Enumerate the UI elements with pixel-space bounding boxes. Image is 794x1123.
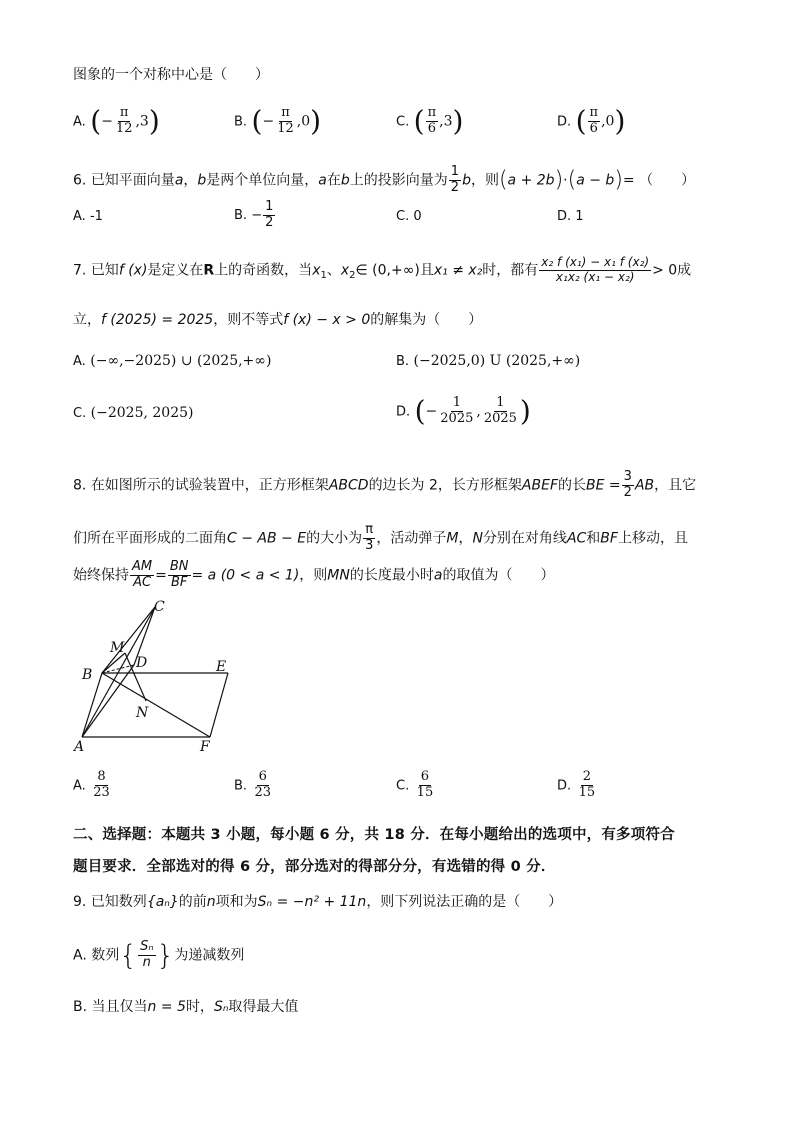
label-b: B [82, 667, 93, 683]
q5-option-a[interactable]: A. (− $\frac{\pi}{12}$ ,3) [73, 104, 160, 138]
q7-stem-line2: 立，f (2025) = 2025，则不等式f (x) − x > 0的解集为（ ） [73, 312, 483, 328]
q6-option-a[interactable]: A. -1 [73, 209, 103, 224]
q5-option-d[interactable]: D. ( $\frac{\pi}{6}$ ,0) [557, 104, 626, 138]
q8-option-c[interactable]: C. $\frac{6}{15}$ [396, 769, 434, 800]
q7-option-a[interactable]: A. (−∞,−2025) ∪ (2025,+∞) [73, 353, 272, 369]
q8-option-d[interactable]: D. $\frac{2}{15}$ [557, 769, 596, 800]
edge-ef [210, 673, 228, 737]
label-c: C [154, 599, 165, 615]
q7-option-b[interactable]: B. (−2025,0) U (2025,+∞) [396, 353, 581, 369]
diagonal-bf [102, 673, 210, 737]
q8-option-b[interactable]: B. $\frac{6}{23}$ [234, 769, 272, 800]
section2-line2: 题目要求．全部选对的得 6 分，部分选对的得部分分，有选错的得 0 分． [73, 859, 556, 875]
q6-option-d[interactable]: D. 1 [557, 209, 584, 224]
label-d: D [136, 655, 148, 671]
label-e: E [216, 659, 227, 675]
section2-line1: 二、选择题：本题共 3 小题，每小题 6 分，共 18 分．在每小题给出的选项中，有多项符合 [73, 827, 675, 843]
q9-option-a[interactable]: A. 数列{ $\frac{\text{Sₙ}}{n}$ }为递减数列 [73, 938, 245, 972]
q9-stem: 9. 已知数列{aₙ}的前n项和为Sₙ = −n² + 11n，则下列说法正确的是（ ） [73, 894, 563, 910]
label-f: F [200, 739, 210, 755]
q8-stem-line2: 们所在平面形成的二面角C − AB − E的大小为 $\frac{\pi}{3}$ ，活动弹子M，N分别在对角线AC和BF上移动，且 [73, 522, 688, 553]
label-n: N [136, 705, 149, 721]
q8-geometry-figure [70, 595, 250, 755]
q6-option-b[interactable]: B. − $\frac{1}{2}$ [234, 199, 274, 230]
label-a: A [74, 739, 85, 755]
q8-stem-line3: 始终保持 $\frac{AM}{AC}$ = $\frac{BN}{BF}$ = a (0 < a < 1)，则MN的长度最小时a的取值为（ ） [73, 559, 555, 590]
q9-option-b[interactable]: B. 当且仅当n = 5时，Sₙ取得最大值 [73, 999, 299, 1015]
q6-option-c[interactable]: C. 0 [396, 209, 422, 224]
label-m: M [110, 640, 125, 656]
q7-stem-line1: 7. 已知f (x)是定义在R上的奇函数，当$x_1$、$x_2\in$ (0,+∞)且x₁ ≠ x₂时，都有 $\frac{\text{x₂ f (x₁) − x₁ f (x₂)}}{\text{x₁x₂ (x₁ − x₂)}}$ > 0成 [73, 255, 692, 284]
q6-stem: 6. 已知平面向量a，b是两个单位向量，a在b上的投影向量为 $\frac{1}{2}$ b，则(a + 2b)·(a − b)= （ ） [73, 164, 696, 195]
q5-option-c[interactable]: C. ( $\frac{\pi}{6}$ ,3) [396, 104, 464, 138]
q8-option-a[interactable]: A. $\frac{8}{23}$ [73, 769, 110, 800]
q5-stem-tail: 图象的一个对称中心是（ ） [73, 67, 269, 83]
q7-option-d[interactable]: D. (− $\frac{1}{2025}$ , $\frac{1}{2025}$ ) [396, 394, 531, 428]
q8-stem-line1: 8. 在如图所示的试验装置中，正方形框架ABCD的边长为 2，长方形框架ABEF的长BE = $\frac{3}{2}$ AB，且它 [73, 469, 697, 500]
q5-option-b[interactable]: B. (− $\frac{\pi}{12}$ ,0) [234, 104, 322, 138]
q7-option-c[interactable]: C. (−2025, 2025) [73, 405, 194, 421]
